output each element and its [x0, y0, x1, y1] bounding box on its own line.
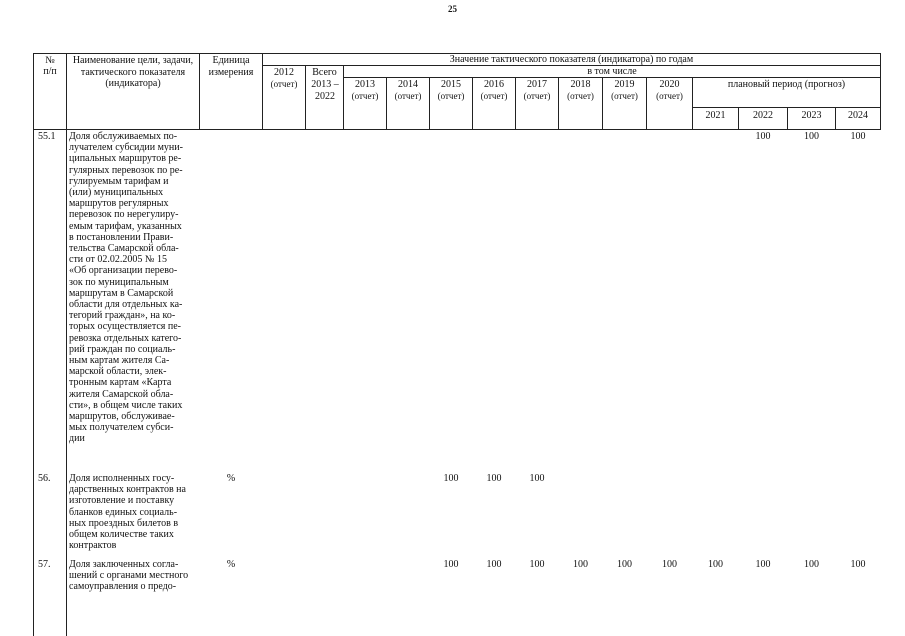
row-name-line: в постановлении Прави- — [69, 231, 174, 243]
row-value: 100 — [573, 559, 588, 570]
row-name-line: ных проездных билетов в — [69, 517, 179, 529]
row-name-line: Доля заключенных согла- — [69, 559, 179, 570]
row-value: 100 — [486, 473, 502, 484]
row-value: 100 — [529, 559, 545, 570]
row-name-line: сти», в общем числе таких — [69, 399, 183, 411]
header-year: 2019 — [614, 79, 635, 90]
header-year: 2020 — [659, 79, 680, 90]
row-name-line: мых получателем субси- — [69, 422, 174, 434]
row-name-line: лучателем субсидии муни- — [69, 142, 183, 154]
row-name-line: дарственных контрактов на — [69, 484, 186, 496]
row-name-line: дии — [69, 433, 85, 445]
row-value: 100 — [850, 559, 866, 570]
header-year: 2016 — [484, 79, 504, 90]
row-name-line: маршрутов, обслуживае- — [69, 411, 175, 422]
row-name-line: маршрутам в Самарской — [69, 287, 174, 299]
row-value: 100 — [755, 559, 771, 570]
row-name-line: зок по муниципальным — [69, 276, 169, 288]
header-name: Наименование цели, задачи, тактического показателя (индикатора) — [72, 55, 194, 89]
header-year-note: (отчет) — [656, 91, 683, 101]
header-num-2: п/п — [43, 66, 57, 77]
row-unit: % — [226, 559, 236, 570]
header-in-total: в том числе — [587, 66, 637, 77]
header-year-note: (отчет) — [437, 91, 465, 101]
row-number: 56. — [38, 473, 51, 484]
header-2012: 2012 — [274, 67, 294, 78]
row-name-line: тельства Самарской обла- — [69, 243, 179, 254]
row-name-line: бланков единых социаль- — [69, 506, 178, 518]
header-year-note: (отчет) — [611, 91, 638, 101]
row-value: 100 — [662, 559, 677, 570]
row-name-line: изготовление и поставку — [69, 495, 175, 507]
row-name-line: области для отдельных ка- — [69, 299, 183, 310]
header-year-note: (отчет) — [567, 91, 594, 101]
row-value: 100 — [486, 559, 502, 570]
header-plan-year: 2022 — [753, 110, 773, 121]
row-name-line: жителя Самарской обла- — [69, 388, 174, 400]
header-total-range: 2013 – 2022 — [311, 79, 339, 102]
row-name-line: ципальных маршрутов ре- — [69, 153, 182, 165]
row-name-line: шений с органами местного — [69, 570, 189, 582]
header-planned: плановый период (прогноз) — [727, 79, 846, 90]
header-year: 2017 — [527, 79, 547, 90]
row-name-line: тронным картам «Карта — [69, 377, 172, 389]
row-name-line: гулярных перевозок по ре- — [69, 164, 183, 176]
row-name-line: торых осуществляется пе- — [69, 321, 181, 333]
row-number: 55.1 — [38, 131, 56, 142]
row-value: 100 — [708, 559, 723, 570]
page-number: 25 — [448, 4, 457, 14]
header-year-note: (отчет) — [523, 91, 551, 101]
header-num: № — [45, 55, 55, 66]
header-group: Значение тактического показателя (индикатора) по годам — [449, 54, 694, 65]
row-name-line: «Об организации перево- — [69, 265, 178, 277]
row-value: 100 — [617, 559, 632, 570]
header-plan-year: 2024 — [848, 110, 868, 121]
header-2012-note: (отчет) — [270, 79, 298, 89]
header-plan-year: 2021 — [705, 110, 726, 121]
row-name-line: сти от 02.02.2005 № 15 — [69, 254, 167, 266]
header-plan-year: 2023 — [801, 110, 822, 121]
row-value: 100 — [804, 131, 819, 142]
row-name-line: (или) муниципальных — [69, 187, 164, 198]
row-name-line: маршрутов регулярных — [69, 198, 169, 210]
header-year: 2013 — [355, 79, 375, 90]
row-name-line: контрактов — [69, 540, 117, 552]
row-value: 100 — [443, 559, 459, 570]
row-name-line: Доля обслуживаемых по- — [69, 131, 178, 142]
row-name-line: ным картам жителя Са- — [69, 355, 170, 366]
header-total: Всего — [312, 67, 337, 78]
row-name-line: марской области, элек- — [69, 366, 167, 378]
row-value: 100 — [443, 473, 459, 484]
header-year-note: (отчет) — [394, 91, 422, 101]
row-name-line: рий граждан по социаль- — [69, 343, 176, 355]
row-name-line: гулируемым тарифам и — [69, 175, 169, 187]
row-number: 57. — [38, 559, 51, 570]
row-value: 100 — [755, 131, 771, 142]
row-name-line: самоуправления о предо- — [69, 581, 177, 593]
header-year-note: (отчет) — [351, 91, 379, 101]
row-name-line: ревозка отдельных катего- — [69, 332, 182, 344]
header-year: 2018 — [570, 79, 591, 90]
row-name-line: Доля исполненных госу- — [69, 473, 175, 484]
header-year: 2014 — [398, 79, 418, 90]
row-name-line: емым тарифам, указанных — [69, 220, 182, 232]
row-name-line: общем количестве таких — [69, 529, 174, 540]
row-unit: % — [226, 473, 236, 484]
row-name-line: перевозок по нерегулиру- — [69, 209, 179, 221]
header-unit: Единица измерения — [208, 55, 254, 78]
row-value: 100 — [804, 559, 819, 570]
header-year-note: (отчет) — [480, 91, 508, 101]
row-name-line: тегорий граждан», на ко- — [69, 310, 176, 322]
row-value: 100 — [850, 131, 866, 142]
row-value: 100 — [529, 473, 545, 484]
header-year: 2015 — [441, 79, 461, 90]
